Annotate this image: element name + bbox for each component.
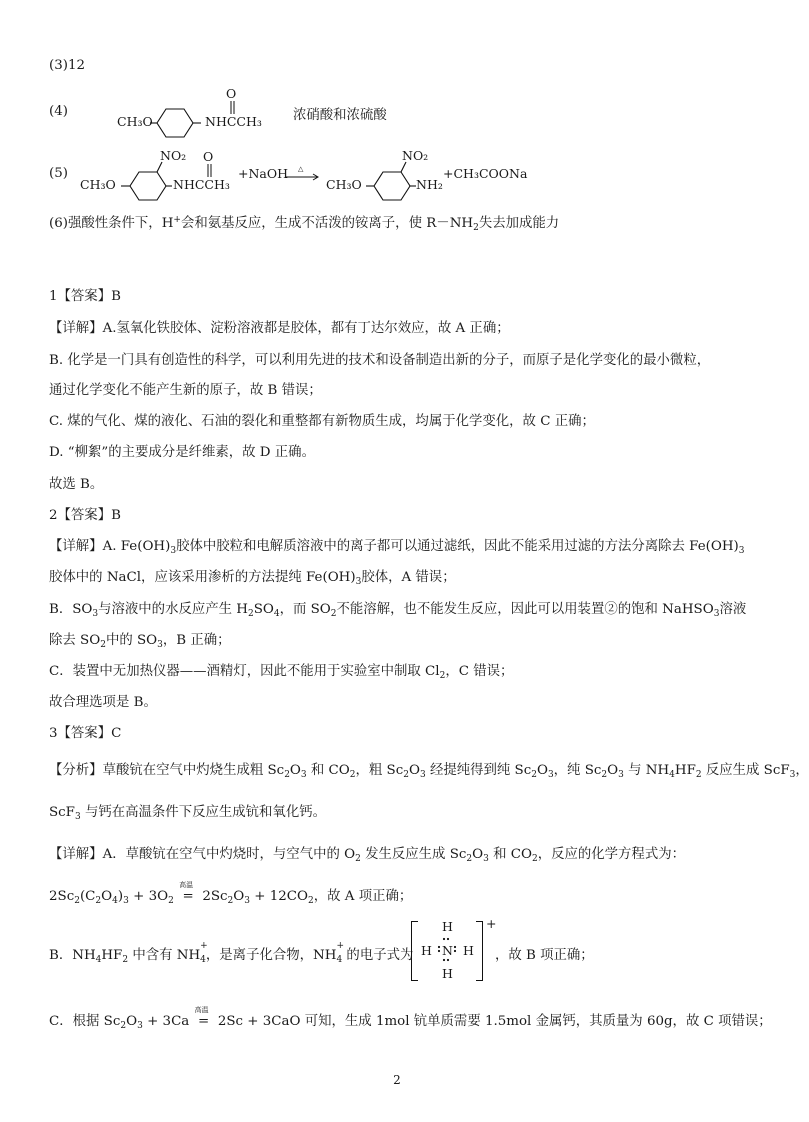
es-charge: + bbox=[486, 916, 497, 931]
q3-detail-c: C．根据 $Sc_2O_3 + 3Ca$ = 高温 2Sc + 3CaO 可知，生成 1mol 钪单质需要 1.5mol 金属钙，其质量为 60g，故 C 项错误； bbox=[49, 1006, 772, 1031]
mol-4-o: O bbox=[226, 86, 237, 101]
q2-detail-a2: 胶体中的 NaCl，应该采用渗析的方法提纯 $Fe(OH)_3$胶体，A 错误； bbox=[49, 570, 456, 587]
q1-conclusion: 故选 B。 bbox=[49, 477, 104, 492]
mol-5-o: O bbox=[203, 149, 214, 164]
answer-3: (3)12 bbox=[49, 58, 86, 73]
mol-5-no2-product: NO₂ bbox=[402, 148, 429, 163]
naoh: +NaOH bbox=[238, 166, 289, 181]
mol-4-ch3o: CH₃O bbox=[117, 114, 153, 129]
mol-5-ch3o: CH₃O bbox=[80, 177, 116, 192]
q1-detail-d: D. “柳絮”的主要成分是纤维素，故 D 正确。 bbox=[49, 445, 315, 460]
es-h-right: H bbox=[463, 943, 474, 958]
es-h-top: H bbox=[442, 919, 453, 934]
q1-detail-b1: B. 化学是一门具有创造性的科学，可以利用先进的技术和设备制造出新的分子，而原子是化学变化的最小微粒， bbox=[49, 353, 711, 368]
q2-conclusion: 故合理选项是 B。 bbox=[49, 695, 157, 710]
electron-dots-icon bbox=[430, 930, 470, 975]
mol-5-ch3o-product: CH₃O bbox=[326, 177, 362, 192]
electron-dot-bracket-right bbox=[476, 921, 483, 981]
q1-detail-c: C. 煤的气化、煤的液化、石油的裂化和重整都有新物质生成，均属于化学变化，故 C 正确； bbox=[49, 414, 595, 429]
reaction-arrow-icon bbox=[286, 173, 322, 181]
es-n: N bbox=[442, 943, 453, 958]
benzene-ring-icon bbox=[155, 103, 205, 143]
carbonyl-bond-icon bbox=[206, 164, 214, 178]
es-h-bottom: H bbox=[442, 966, 453, 981]
reagent-4: 浓硝酸和浓硫酸 bbox=[293, 108, 387, 123]
q3-equation-a: $2Sc_2(C_2O_4)_3 + 3O_2$ = 高温 $2Sc_2O_3 + 12CO_2$，故 A 项正确； bbox=[49, 881, 413, 906]
answer-4-label: (4) bbox=[49, 104, 68, 119]
benzene-ring-icon bbox=[128, 166, 178, 206]
mol-5-no2: NO₂ bbox=[160, 148, 187, 163]
q2-detail-b1: B．$SO_3$与溶液中的水反应产生 $H_2SO_4$，而 $SO_2$不能溶解，也不能发生反应，因此可以用装置②的饱和 NaHSO$_3$溶液 bbox=[49, 602, 747, 619]
q3-detail-b-tail: ，故 B 项正确； bbox=[495, 948, 594, 963]
q2-detail-a1: 【详解】A. $Fe(OH)_3$胶体中胶粒和电解质溶液中的离子都可以通过滤纸，因此不能采用过滤的方法分离除去 $Fe(OH)_3$ bbox=[49, 539, 745, 556]
q1-answer: 1【答案】B bbox=[49, 289, 121, 304]
q3-analysis-1: 【分析】草酸钪在空气中灼烧生成粗 $Sc_2O_3$ 和 $CO_2$，粗 $Sc_2O_3$ 经提纯得到纯 $Sc_2O_3$，纯 $Sc_2O_3$ 与 $NH_4HF_2$ 反应生成 ScF$_3$， bbox=[49, 763, 809, 780]
electron-dot-bracket-left bbox=[411, 921, 418, 981]
benzene-ring-icon bbox=[372, 166, 422, 206]
mol-5-nh2: NH₂ bbox=[416, 177, 443, 192]
heat-symbol: △ bbox=[298, 165, 304, 173]
q1-detail-a: 【详解】A.氢氧化铁胶体、淀粉溶液都是胶体，都有丁达尔效应，故 A 正确； bbox=[49, 321, 510, 336]
mol-4-nh: NHCCH₃ bbox=[205, 114, 262, 129]
q3-detail-b: B．$NH_4HF_2$ 中含有 $NH_4$ + ，是离子化合物，$NH_4$ + 的电子式为 bbox=[49, 941, 414, 965]
q2-answer: 2【答案】B bbox=[49, 508, 121, 523]
q3-analysis-2: ScF$_3$ 与钙在高温条件下反应生成钪和氧化钙。 bbox=[49, 805, 326, 822]
carbonyl-bond-icon bbox=[229, 101, 237, 115]
mol-5-nh: NHCCH₃ bbox=[173, 177, 230, 192]
answer-5-label: (5) bbox=[49, 166, 68, 181]
q2-detail-b2: 除去 $SO_2$中的 $SO_3$，B 正确； bbox=[49, 633, 231, 650]
q2-detail-c: C．装置中无加热仪器——酒精灯，因此不能用于实验室中制取 $Cl_2$，C 错误； bbox=[49, 664, 514, 681]
q3-answer: 3【答案】C bbox=[49, 726, 122, 741]
q3-detail-a: 【详解】A．草酸钪在空气中灼烧时，与空气中的 $O_2$ 发生反应生成 $Sc_2O_3$ 和 $CO_2$，反应的化学方程式为： bbox=[49, 847, 685, 864]
es-h-left: H bbox=[421, 943, 432, 958]
q1-detail-b2: 通过化学变化不能产生新的原子，故 B 错误； bbox=[49, 383, 322, 398]
mol-5-byproduct: +CH₃COONa bbox=[443, 166, 528, 181]
page-number: 2 bbox=[393, 1073, 401, 1087]
answer-6: (6)强酸性条件下，H+会和氨基反应，生成不活泼的铵离子，使 $R-NH_2$失去加成能力 bbox=[49, 215, 560, 233]
